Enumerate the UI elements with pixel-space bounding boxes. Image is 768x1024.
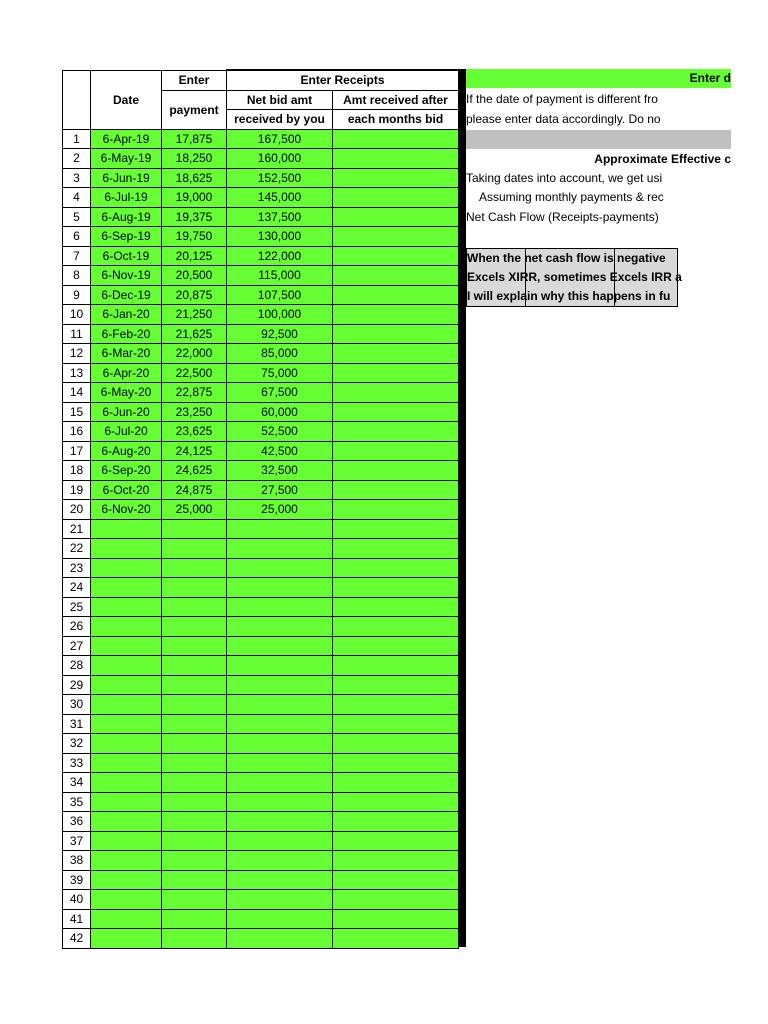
- net-bid-cell[interactable]: [227, 773, 333, 793]
- table-row: [63, 734, 459, 754]
- amt-received-cell[interactable]: [333, 129, 459, 149]
- amt-received-cell[interactable]: [333, 246, 459, 266]
- row-number: 8: [63, 266, 91, 286]
- net-bid-cell[interactable]: [227, 519, 333, 539]
- payment-cell[interactable]: 19,750: [162, 227, 227, 247]
- row-number: 23: [63, 558, 91, 578]
- amt-received-cell[interactable]: [333, 890, 459, 910]
- net-bid-cell[interactable]: [227, 851, 333, 871]
- table-row: [63, 227, 459, 247]
- date-cell[interactable]: 6-Oct-20: [91, 480, 162, 500]
- amt-received-cell[interactable]: [333, 851, 459, 871]
- payment-cell[interactable]: 19,375: [162, 207, 227, 227]
- date-cell[interactable]: [91, 714, 162, 734]
- payment-cell[interactable]: [162, 909, 227, 929]
- row-number: 2: [63, 149, 91, 169]
- date-cell[interactable]: 6-Jun-19: [91, 168, 162, 188]
- warning-note-box: [466, 248, 682, 307]
- enter-receipts-header: Enter Receipts: [227, 70, 459, 90]
- net-bid-cell[interactable]: [227, 597, 333, 617]
- date-cell[interactable]: [91, 734, 162, 754]
- row-number: 26: [63, 617, 91, 637]
- date-cell[interactable]: [91, 753, 162, 773]
- net-bid-cell[interactable]: [227, 812, 333, 832]
- date-cell[interactable]: 6-Sep-20: [91, 461, 162, 481]
- amt-received-cell[interactable]: [333, 773, 459, 793]
- row-number: 3: [63, 168, 91, 188]
- net-bid-cell[interactable]: 130,000: [227, 227, 333, 247]
- enter-dates-heading: Enter d: [466, 69, 731, 88]
- net-cash-flow-label: Net Cash Flow (Receipts-payments): [466, 210, 659, 224]
- amt-received-cell[interactable]: [333, 831, 459, 851]
- row-number: 38: [63, 851, 91, 871]
- date-cell[interactable]: [91, 539, 162, 559]
- amt-received-cell[interactable]: [333, 519, 459, 539]
- net-bid-cell[interactable]: 75,000: [227, 363, 333, 383]
- amt-received-cell[interactable]: [333, 227, 459, 247]
- net-bid-cell[interactable]: 85,000: [227, 344, 333, 364]
- row-number: 21: [63, 519, 91, 539]
- table-row: [63, 597, 459, 617]
- row-number: 6: [63, 227, 91, 247]
- net-bid-cell[interactable]: 167,500: [227, 129, 333, 149]
- row-number: 18: [63, 461, 91, 481]
- date-cell[interactable]: [91, 890, 162, 910]
- date-cell[interactable]: [91, 656, 162, 676]
- net-bid-cell[interactable]: 107,500: [227, 285, 333, 305]
- date-cell[interactable]: 6-Sep-19: [91, 227, 162, 247]
- row-number: 34: [63, 773, 91, 793]
- net-bid-cell[interactable]: 122,000: [227, 246, 333, 266]
- date-cell[interactable]: [91, 929, 162, 949]
- row-number: 40: [63, 890, 91, 910]
- date-cell[interactable]: 6-May-19: [91, 149, 162, 169]
- amt-received-cell[interactable]: [333, 909, 459, 929]
- payment-cell[interactable]: [162, 656, 227, 676]
- net-bid-cell[interactable]: [227, 714, 333, 734]
- amt-received-cell[interactable]: [333, 266, 459, 286]
- net-bid-cell[interactable]: 145,000: [227, 188, 333, 208]
- payment-cell[interactable]: 18,625: [162, 168, 227, 188]
- row-number: 35: [63, 792, 91, 812]
- net-bid-cell[interactable]: 92,500: [227, 324, 333, 344]
- net-bid-cell[interactable]: 25,000: [227, 500, 333, 520]
- table-row: [63, 812, 459, 832]
- amt-received-cell[interactable]: [333, 695, 459, 715]
- amt-received-cell[interactable]: [333, 578, 459, 598]
- table-row: [63, 207, 459, 227]
- net-bid-cell[interactable]: [227, 578, 333, 598]
- payment-cell[interactable]: [162, 578, 227, 598]
- table-row: [63, 285, 459, 305]
- row-number: 29: [63, 675, 91, 695]
- payment-cell[interactable]: 23,250: [162, 402, 227, 422]
- payment-cell[interactable]: 25,000: [162, 500, 227, 520]
- payment-cell[interactable]: [162, 929, 227, 949]
- table-row: [63, 168, 459, 188]
- table-row: [63, 266, 459, 286]
- header-row-1: [63, 70, 459, 90]
- net-bid-cell[interactable]: [227, 558, 333, 578]
- table-row: [63, 578, 459, 598]
- instruction-line-1: If the date of payment is different fro: [466, 92, 658, 106]
- date-cell[interactable]: 6-Jun-20: [91, 402, 162, 422]
- amt-received-cell[interactable]: [333, 675, 459, 695]
- date-cell[interactable]: [91, 792, 162, 812]
- row-number: 31: [63, 714, 91, 734]
- payment-cell[interactable]: [162, 558, 227, 578]
- row-number: 33: [63, 753, 91, 773]
- row-number: 32: [63, 734, 91, 754]
- table-row: [63, 246, 459, 266]
- row-number: 39: [63, 870, 91, 890]
- amt-received-cell[interactable]: [333, 422, 459, 442]
- table-row: [63, 870, 459, 890]
- net-bid-header-bottom: received by you: [227, 110, 333, 130]
- amt-received-cell[interactable]: [333, 149, 459, 169]
- date-cell[interactable]: [91, 831, 162, 851]
- date-cell[interactable]: [91, 812, 162, 832]
- row-number: 36: [63, 812, 91, 832]
- payment-cell[interactable]: [162, 890, 227, 910]
- instruction-line-2: please enter data accordingly. Do no: [466, 112, 661, 126]
- row-number: 5: [63, 207, 91, 227]
- payment-cell[interactable]: [162, 636, 227, 656]
- row-number: 9: [63, 285, 91, 305]
- amt-received-header-top: Amt received after: [333, 90, 459, 110]
- amt-received-cell[interactable]: [333, 344, 459, 364]
- amt-received-cell[interactable]: [333, 929, 459, 949]
- row-number: 25: [63, 597, 91, 617]
- table-row: [63, 324, 459, 344]
- amt-received-cell[interactable]: [333, 441, 459, 461]
- amt-received-cell[interactable]: [333, 734, 459, 754]
- payment-cell[interactable]: [162, 539, 227, 559]
- net-bid-cell[interactable]: 27,500: [227, 480, 333, 500]
- net-bid-cell[interactable]: [227, 792, 333, 812]
- net-bid-cell[interactable]: 100,000: [227, 305, 333, 325]
- table-row: [63, 129, 459, 149]
- amt-received-cell[interactable]: [333, 402, 459, 422]
- warning-line-1: When the net cash flow is negative: [467, 251, 666, 265]
- amt-received-cell[interactable]: [333, 656, 459, 676]
- payment-cell[interactable]: 17,875: [162, 129, 227, 149]
- table-row: [63, 831, 459, 851]
- payment-cell[interactable]: 24,875: [162, 480, 227, 500]
- amt-received-cell[interactable]: [333, 305, 459, 325]
- row-number: 28: [63, 656, 91, 676]
- net-bid-cell[interactable]: [227, 890, 333, 910]
- net-bid-cell[interactable]: [227, 539, 333, 559]
- amt-received-cell[interactable]: [333, 207, 459, 227]
- net-bid-header-top: Net bid amt: [227, 90, 333, 110]
- net-bid-cell[interactable]: 67,500: [227, 383, 333, 403]
- date-cell[interactable]: [91, 617, 162, 637]
- table-row: [63, 753, 459, 773]
- row-number-header: [63, 70, 91, 129]
- date-cell[interactable]: [91, 675, 162, 695]
- amt-received-cell[interactable]: [333, 539, 459, 559]
- net-bid-cell[interactable]: [227, 831, 333, 851]
- table-row: [63, 188, 459, 208]
- net-bid-cell[interactable]: [227, 656, 333, 676]
- date-cell[interactable]: [91, 558, 162, 578]
- payment-cell[interactable]: [162, 792, 227, 812]
- table-row: [63, 383, 459, 403]
- table-row: [63, 617, 459, 637]
- net-bid-cell[interactable]: 115,000: [227, 266, 333, 286]
- payment-cell[interactable]: 24,625: [162, 461, 227, 481]
- amt-received-cell[interactable]: [333, 461, 459, 481]
- row-number: 30: [63, 695, 91, 715]
- table-row: [63, 461, 459, 481]
- net-bid-cell[interactable]: 152,500: [227, 168, 333, 188]
- net-bid-cell[interactable]: 32,500: [227, 461, 333, 481]
- table-row: [63, 480, 459, 500]
- date-cell[interactable]: [91, 519, 162, 539]
- payment-cell[interactable]: 24,125: [162, 441, 227, 461]
- amt-received-cell[interactable]: [333, 324, 459, 344]
- net-bid-cell[interactable]: [227, 909, 333, 929]
- table-row: [63, 929, 459, 949]
- row-number: 10: [63, 305, 91, 325]
- table-row: [63, 519, 459, 539]
- grey-separator-band: [466, 130, 731, 149]
- net-bid-cell[interactable]: 52,500: [227, 422, 333, 442]
- row-number: 1: [63, 129, 91, 149]
- table-row: [63, 149, 459, 169]
- net-bid-cell[interactable]: 42,500: [227, 441, 333, 461]
- amt-received-cell[interactable]: [333, 363, 459, 383]
- net-bid-cell[interactable]: [227, 929, 333, 949]
- payment-cell[interactable]: 22,000: [162, 344, 227, 364]
- row-number: 17: [63, 441, 91, 461]
- date-cell[interactable]: 6-Nov-20: [91, 500, 162, 520]
- section-title: Approximate Effective c: [594, 152, 731, 166]
- row-number: 15: [63, 402, 91, 422]
- net-bid-cell[interactable]: [227, 753, 333, 773]
- enter-payment-header-bottom: payment: [162, 90, 227, 129]
- table-row: [63, 773, 459, 793]
- payment-cell[interactable]: 20,125: [162, 246, 227, 266]
- payment-cell[interactable]: [162, 870, 227, 890]
- date-cell[interactable]: [91, 695, 162, 715]
- amt-received-cell[interactable]: [333, 870, 459, 890]
- row-number: 14: [63, 383, 91, 403]
- date-cell[interactable]: 6-Aug-20: [91, 441, 162, 461]
- amt-received-cell[interactable]: [333, 617, 459, 637]
- net-bid-cell[interactable]: [227, 870, 333, 890]
- row-number: 13: [63, 363, 91, 383]
- date-cell[interactable]: [91, 578, 162, 598]
- row-number: 42: [63, 929, 91, 949]
- amt-received-cell[interactable]: [333, 188, 459, 208]
- date-cell[interactable]: 6-Dec-19: [91, 285, 162, 305]
- table-row: [63, 714, 459, 734]
- xirr-text: Taking dates into account, we get usi: [466, 171, 663, 185]
- date-cell[interactable]: 6-Jul-20: [91, 422, 162, 442]
- amt-received-cell[interactable]: [333, 168, 459, 188]
- payment-cell[interactable]: 19,000: [162, 188, 227, 208]
- black-divider-bar: [458, 69, 466, 947]
- net-bid-cell[interactable]: 60,000: [227, 402, 333, 422]
- payment-cell[interactable]: [162, 753, 227, 773]
- table-body: [63, 70, 459, 948]
- table-row: [63, 909, 459, 929]
- date-cell[interactable]: 6-Jan-20: [91, 305, 162, 325]
- amt-received-cell[interactable]: [333, 792, 459, 812]
- payment-cell[interactable]: [162, 812, 227, 832]
- row-number: 19: [63, 480, 91, 500]
- date-header: Date: [91, 70, 162, 129]
- row-number: 27: [63, 636, 91, 656]
- table-row: [63, 344, 459, 364]
- row-number: 24: [63, 578, 91, 598]
- net-bid-cell[interactable]: [227, 675, 333, 695]
- amt-received-cell[interactable]: [333, 597, 459, 617]
- net-bid-cell[interactable]: [227, 617, 333, 637]
- row-number: 37: [63, 831, 91, 851]
- row-number: 16: [63, 422, 91, 442]
- warning-line-2: Excels XIRR, sometimes Excels IRR a: [467, 270, 682, 284]
- amt-received-cell[interactable]: [333, 753, 459, 773]
- warning-line-3: I will explain why this happens in fu: [467, 289, 671, 303]
- date-cell[interactable]: [91, 851, 162, 871]
- payment-cell[interactable]: [162, 851, 227, 871]
- amt-received-cell[interactable]: [333, 812, 459, 832]
- row-number: 4: [63, 188, 91, 208]
- amt-received-cell[interactable]: [333, 558, 459, 578]
- table-row: [63, 402, 459, 422]
- irr-text: Assuming monthly payments & rec: [479, 190, 664, 204]
- amt-received-cell[interactable]: [333, 636, 459, 656]
- date-cell[interactable]: [91, 870, 162, 890]
- date-cell[interactable]: 6-Apr-20: [91, 363, 162, 383]
- amt-received-cell[interactable]: [333, 500, 459, 520]
- enter-payment-header-top: Enter: [162, 70, 227, 90]
- date-cell[interactable]: [91, 636, 162, 656]
- row-number: 12: [63, 344, 91, 364]
- amt-received-cell[interactable]: [333, 480, 459, 500]
- net-bid-cell[interactable]: [227, 695, 333, 715]
- table-row: [63, 363, 459, 383]
- date-cell[interactable]: 6-Nov-19: [91, 266, 162, 286]
- net-bid-cell[interactable]: [227, 636, 333, 656]
- date-cell[interactable]: 6-Oct-19: [91, 246, 162, 266]
- table-row: [63, 656, 459, 676]
- effective-rate-panel: [466, 69, 731, 309]
- net-bid-cell[interactable]: 137,500: [227, 207, 333, 227]
- table-row: [63, 500, 459, 520]
- date-cell[interactable]: 6-May-20: [91, 383, 162, 403]
- table-row: [63, 539, 459, 559]
- date-cell[interactable]: [91, 909, 162, 929]
- table-row: [63, 636, 459, 656]
- table-row: [63, 695, 459, 715]
- table-row: [63, 851, 459, 871]
- payment-cell[interactable]: [162, 695, 227, 715]
- date-cell[interactable]: [91, 597, 162, 617]
- date-cell[interactable]: 6-Apr-19: [91, 129, 162, 149]
- table-row: [63, 441, 459, 461]
- bid-schedule-table: [62, 69, 459, 949]
- row-number: 7: [63, 246, 91, 266]
- payment-cell[interactable]: [162, 597, 227, 617]
- payment-cell[interactable]: [162, 831, 227, 851]
- table-row: [63, 422, 459, 442]
- date-cell[interactable]: [91, 773, 162, 793]
- payment-cell[interactable]: [162, 675, 227, 695]
- payment-cell[interactable]: 18,250: [162, 149, 227, 169]
- row-number: 20: [63, 500, 91, 520]
- net-bid-cell[interactable]: 160,000: [227, 149, 333, 169]
- table-row: [63, 792, 459, 812]
- date-cell[interactable]: 6-Mar-20: [91, 344, 162, 364]
- payment-cell[interactable]: [162, 617, 227, 637]
- table-row: [63, 675, 459, 695]
- table-row: [63, 890, 459, 910]
- payment-cell[interactable]: [162, 734, 227, 754]
- row-number: 11: [63, 324, 91, 344]
- amt-received-header-bottom: each months bid: [333, 110, 459, 130]
- payment-cell[interactable]: [162, 714, 227, 734]
- payment-cell[interactable]: [162, 519, 227, 539]
- payment-cell[interactable]: 22,500: [162, 363, 227, 383]
- table-row: [63, 305, 459, 325]
- amt-received-cell[interactable]: [333, 285, 459, 305]
- date-cell[interactable]: 6-Aug-19: [91, 207, 162, 227]
- row-number: 41: [63, 909, 91, 929]
- payment-cell[interactable]: 20,875: [162, 285, 227, 305]
- date-cell[interactable]: 6-Jul-19: [91, 188, 162, 208]
- amt-received-cell[interactable]: [333, 383, 459, 403]
- date-cell[interactable]: 6-Feb-20: [91, 324, 162, 344]
- payment-cell[interactable]: 20,500: [162, 266, 227, 286]
- table-row: [63, 558, 459, 578]
- amt-received-cell[interactable]: [333, 714, 459, 734]
- payment-cell[interactable]: 21,250: [162, 305, 227, 325]
- net-bid-cell[interactable]: [227, 734, 333, 754]
- payment-cell[interactable]: [162, 773, 227, 793]
- payment-cell[interactable]: 22,875: [162, 383, 227, 403]
- payment-cell[interactable]: 21,625: [162, 324, 227, 344]
- payment-cell[interactable]: 23,625: [162, 422, 227, 442]
- row-number: 22: [63, 539, 91, 559]
